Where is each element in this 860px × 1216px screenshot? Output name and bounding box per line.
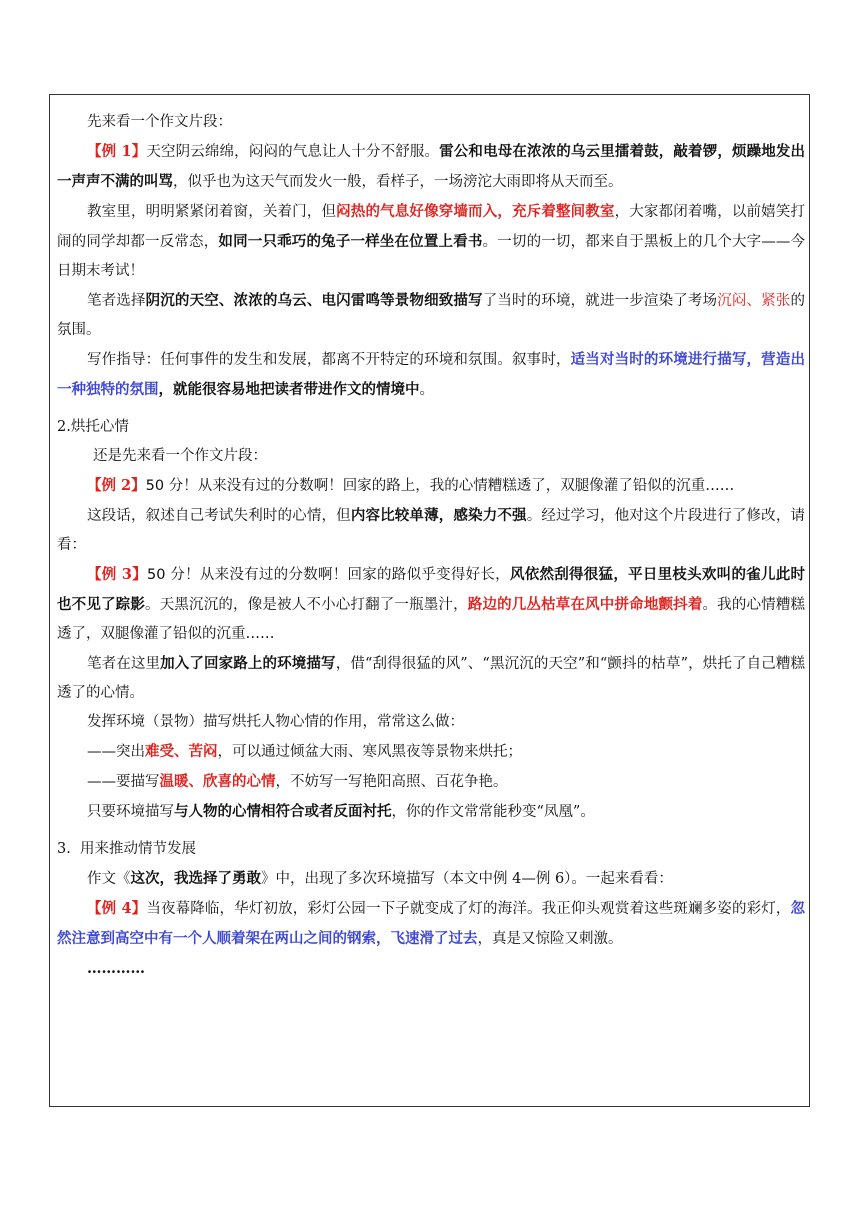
tip-b-red: 温暖、欣喜的心情 [159, 773, 276, 790]
example-3-score: 50 [146, 567, 166, 583]
analysis-2-paragraph [57, 501, 805, 560]
classroom-red-highlight: 闷热的气息好像穿墙而入，充斥着整间教室 [336, 203, 615, 220]
intro-text: 先来看一个作文片段： [87, 114, 232, 130]
guide-blue-highlight: 适当对当时的环境进行描写，营造出一种独特的氛围 [57, 351, 805, 398]
tip-c-text-a: 只要环境描写 [87, 804, 174, 820]
writing-guide-paragraph [57, 345, 805, 405]
analysis-1-text-a: 笔者选择 [87, 293, 146, 309]
example-4-text-a: 当夜幕降临，华灯初放，彩灯公园一下子就变成了灯的海洋。我正仰头观赏着这些斑斓多姿的彩灯， [146, 901, 791, 917]
tip-b-paragraph [57, 767, 805, 797]
example-3-tag: 【例 3】 [87, 566, 147, 583]
analysis-1-bold: 阴沉的天空、浓浓的乌云、电闪雷鸣等景物细致描写 [145, 292, 483, 309]
analysis-1-text-b: 了当时的环境，就进一步渲染了考场 [482, 293, 718, 309]
guide-text-end: 。 [419, 382, 434, 398]
example-4-text-b: ，真是又惊险又刺激。 [477, 931, 623, 947]
example-1-tag: 【例 1】 [87, 143, 147, 160]
example-4-blue-highlight: 忽然注意到高空中有一个人顺着架在两山之间的钢索，飞速滑了过去 [57, 900, 805, 947]
example-2-score: 50 [145, 478, 165, 494]
tip-a-red: 难受、苦闷 [145, 743, 218, 760]
tips-lead-text: 发挥环境（景物）描写烘托人物心情的作用，常常这么做： [87, 714, 464, 730]
example-4-tag: 【例 4】 [87, 900, 147, 917]
essay-intro-paragraph [57, 864, 805, 894]
example-1-text-a: 天空阴云绵绵，闷闷的气息让人十分不舒服。 [146, 144, 440, 160]
analysis-3-bold: 加入了回家路上的环境描写 [160, 655, 336, 672]
example-2-tag: 【例 2】 [87, 477, 146, 494]
essay-text-b: 》中，出现了多次环境描写（本文中例 4—例 6）。一起来看看： [261, 871, 673, 887]
example-3-text-b: 。天黑沉沉的，像是被人不小心打翻了一瓶墨汁， [145, 597, 468, 613]
example-3-paragraph [57, 560, 805, 649]
example-3-text-a: 分！从来没有过的分数啊！回家的路似乎变得好长， [165, 567, 510, 583]
guide-bold: ，就能很容易地把读者带进作文的情境中 [158, 381, 420, 398]
section-3-title: 3. 用来推动情节发展 [57, 841, 197, 857]
section-3-heading [57, 835, 805, 864]
intro-2-text: 还是先来看一个作文片段： [93, 448, 267, 464]
essay-title-bold: 这次，我选择了勇敢 [130, 870, 261, 887]
analysis-3-paragraph [57, 649, 805, 708]
analysis-1-text-c: 的氛围。 [57, 293, 805, 338]
example-2-paragraph [57, 471, 805, 501]
intro-paragraph [57, 108, 805, 137]
ellipsis-text: ………… [87, 960, 145, 977]
analysis-2-text-a: 这段话，叙述自己考试失利时的心情，但 [87, 508, 351, 524]
analysis-1-red: 沉闷、紧张 [717, 293, 791, 309]
document-body [57, 108, 805, 984]
section-2-title: 2.烘托心情 [57, 419, 129, 435]
example-3-bold: 风依然刮得很猛，平日里枝头欢叫的雀儿此时也不见了踪影 [57, 566, 806, 613]
example-4-paragraph [57, 894, 805, 954]
analysis-3-text-a: 笔者在这里 [87, 656, 161, 672]
guide-text-a: 写作指导：任何事件的发生和发展，都离不开特定的环境和氛围。叙事时， [87, 352, 571, 368]
example-3-text-c: 。我的心情糟糕透了，双腿像灌了铅似的沉重…… [57, 597, 806, 642]
ellipsis-paragraph [57, 954, 805, 984]
example-1-paragraph [57, 137, 805, 197]
analysis-2-bold: 内容比较单薄，感染力不强 [350, 507, 527, 524]
example-1-highlight: 雷公和电母在浓浓的乌云里擂着鼓，敲着锣，烦躁地发出一声声不满的叫骂 [57, 143, 806, 190]
section-2-heading [57, 413, 805, 442]
example-3-red-highlight: 路边的几丛枯草在风中拼命地颤抖着 [467, 596, 703, 613]
tip-a-text-a: ——突出 [87, 744, 145, 760]
analysis-3-text-b: ，借“刮得很猛的风”、“黑沉沉的天空”和“颤抖的枯草”，烘托了自己糟糕透了的心情。 [57, 656, 806, 701]
example-2-text: 分！从来没有过的分数啊！回家的路上，我的心情糟糕透了，双腿像灌了铅似的沉重…… [164, 478, 735, 494]
tips-lead-paragraph [57, 708, 805, 737]
analysis-2-text-b: 。经过学习，他对这个片段进行了修改，请看： [57, 508, 805, 553]
example-1-continued-paragraph [57, 197, 805, 286]
tip-a-text-b: ，可以通过倾盆大雨、寒风黑夜等景物来烘托； [217, 744, 522, 760]
essay-text-a: 作文《 [87, 871, 131, 887]
tip-a-paragraph [57, 737, 805, 767]
classroom-bold-highlight: 如同一只乖巧的兔子一样坐在位置上看书 [218, 233, 483, 250]
tip-b-text-b: ，不妨写一写艳阳高照、百花争艳。 [275, 774, 508, 790]
tip-c-bold: 与人物的心情相符合或者反面衬托 [174, 803, 392, 820]
classroom-text-b: ，大家都闭着嘴，以前嬉笑打闹的同学却都一反常态， [57, 204, 805, 250]
intro-2-paragraph [57, 442, 805, 471]
tip-c-paragraph [57, 797, 805, 827]
classroom-text-a: 教室里，明明紧紧闭着窗，关着门，但 [87, 204, 337, 220]
classroom-text-c: 。一切的一切，都来自于黑板上的几个大字——今日期末考试！ [57, 234, 806, 279]
tip-c-text-b: ，你的作文常常能秒变“凤凰”。 [391, 804, 595, 820]
analysis-1-paragraph [57, 286, 805, 345]
tip-b-text-a: ——要描写 [87, 774, 160, 790]
example-1-text-b: ，似乎也为这天气而发火一般，看样子，一场滂沱大雨即将从天而至。 [173, 174, 623, 190]
